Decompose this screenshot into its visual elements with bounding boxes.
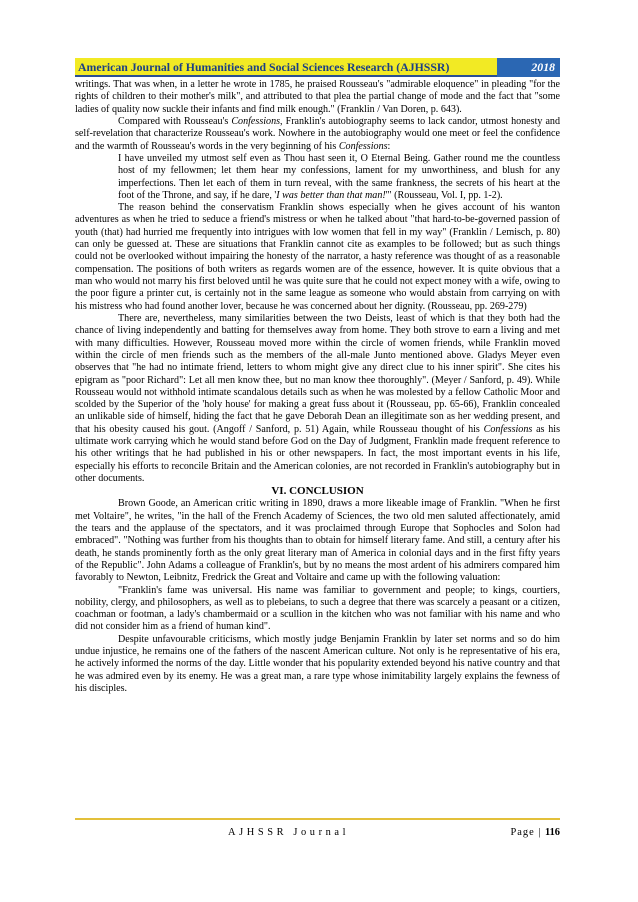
paragraph: Brown Goode, an American critic writing in 1890, draws a more likeable image of Franklin. "When he first met Voltaire", he writes, "in the hall of the French Academy of Sciences, the two old men saluted affectionately, amid the tears and the applause of the spectators, and it was proclaimed through Europe that Sophocles and Solon had embraced". "Nothing was further from his thoughts than to obtain for himself literary fame. And still, a century after his death, he stands prominently forth as the only great literary man of America in colonial days and in the first fifty years of the Republic". John Adams a colleague of Franklin's, but by no means the most ardent of his admirers compared him favorably to Newton, Leibnitz, Fredrick the Great and Voltaire and came up with the following valuation:	[75, 498, 560, 584]
footer-divider	[75, 818, 560, 820]
page-number: 116	[544, 827, 560, 838]
book-title: Confessions	[338, 140, 388, 152]
block-quote: I have unveiled my utmost self even as Thou hast seen it, O Eternal Being. Gather round me the countless host of my fellowmen; let them hear my confessions, lament for my unworthiness, and blush for any imperfections. Then let each of them in turn reveal, with the same frankness, the secrets of his heart at the foot of the Throne, and say, if he dare, 'I was better than that man!'" (Rousseau, Vol. I, pp. 1-2).	[118, 152, 560, 201]
paragraph: Compared with Rousseau's Confessions, Franklin's autobiography seems to lack candor, utmost honesty and self-revelation that characterize Rousseau's work. Nowhere in the autobiography would one meet or feel the confidence and the warmth of Rousseau's words in the very beginning of his Confessions:	[75, 115, 560, 152]
quoted-valuation: "Franklin's fame was universal. His name was familiar to government and people; to kings, courtiers, nobility, clergy, and philosophers, as well as to plebeians, to such a degree that there was scarcely a peasant or a citizen, coachman or footman, a lady's chambermaid or a scullion in the kitchen who was not familiar with his name and who did not consider him as a friend of human kind".	[75, 584, 560, 633]
article-body	[75, 79, 560, 695]
footer-journal-name: AJHSSR Journal	[228, 827, 350, 838]
journal-title: American Journal of Humanities and Social Sciences Research (AJHSSR)	[75, 58, 497, 77]
section-heading: VI. CONCLUSION	[271, 485, 364, 498]
book-title: Confessions	[231, 115, 281, 127]
page-number-label: Page | 116	[510, 827, 560, 838]
paragraph: Despite unfavourable criticisms, which mostly judge Benjamin Franklin by later set norms and so do him undue injustice, he remains one of the fathers of the nascent American culture. Not only is he representative of his era, he actively informed the norms of the day. Little wonder that his popularity extended beyond his native country and that he was admired even by its enemy. He was a great man, a rare type whose inimitability largely explains the fewness of his disciples.	[75, 633, 560, 694]
paragraph: writings. That was when, in a letter he wrote in 1785, he praised Rousseau's "admirable eloquence" in pleading "for the rights of children to their mother's milk", and attributed to that plea the partial change of mode and the fact that "some ladies of quality now suckle their infants and find milk enough." (Franklin / Van Doren, p. 643).	[75, 79, 560, 115]
journal-header	[75, 58, 560, 77]
page-footer	[75, 825, 560, 841]
book-title: Confessions	[483, 423, 533, 435]
paragraph: The reason behind the conservatism Franklin shows especially when he gives account of his wanton adventures as when he tried to seduce a friend's mistress or when he talked about "that hard-to-be-governed passion of youth (that) had hurried me frequently into intrigues with low women that fell in my way" (Franklin / Lemisch, p. 80) can only be guessed at. These are situations that Franklin cannot cite as examples to be followed; but as such things could not be overlooked without impairing the honesty of the narrator, a hasty reference was thought of as a reasonable compensation. The positions of both writers as regards women are of the essence, however. It is quite obvious that a man who would not marry his first beloved until he was quite sure that he could not expect money with a wife, owing to the poor figure a printer cut, is certainly not in the same league as someone who would abstain from carrying on with his mistress who had found another lover, because he was concerned about her dignity. (Rousseau, pp. 269-279)	[75, 202, 560, 312]
paragraph: There are, nevertheless, many similarities between the two Deists, least of which is that they both had the chance of living independently and batting for themselves away from home. They both strove to earn a living and met with many difficulties. However, Rousseau moved more within the circle of women friends, while Franklin moved within the circle of men friends such as the members of the all-male Junto mentioned above. Gladys Meyer even observes that "he had no intimate friend, letters to whom might give any direct clue to his inner spirit". She cites his epigram as "poor Richard": Let all men know thee, but no man know thee thoroughly". (Meyer / Sanford, p. 49). While Rousseau would not withhold intimate scandalous details such as when he was molested by a fellow Catholic Moor and scolded by the Superior of the 'holy house' for making a great fuss about it (Rousseau, pp. 65-66), Franklin concealed an unlikable side of himself, hiding the fact that he gave Deborah Dean an illegitimate son as her wedding present, and that his obesity caused his gout. (Angoff / Sanford, p. 51) Again, while Rousseau thought of his Confessions as his ultimate work carrying which he would stand before God on the Day of Judgment, Franklin made frequent reference to his other writings that he had published in his or other newspapers. In fact, the most important events in his life, especially his efforts to reconcile Britain and the American colonies, are not recorded in Franklin's autobiography but in other documents.	[75, 312, 560, 484]
journal-year: 2018	[497, 58, 560, 77]
